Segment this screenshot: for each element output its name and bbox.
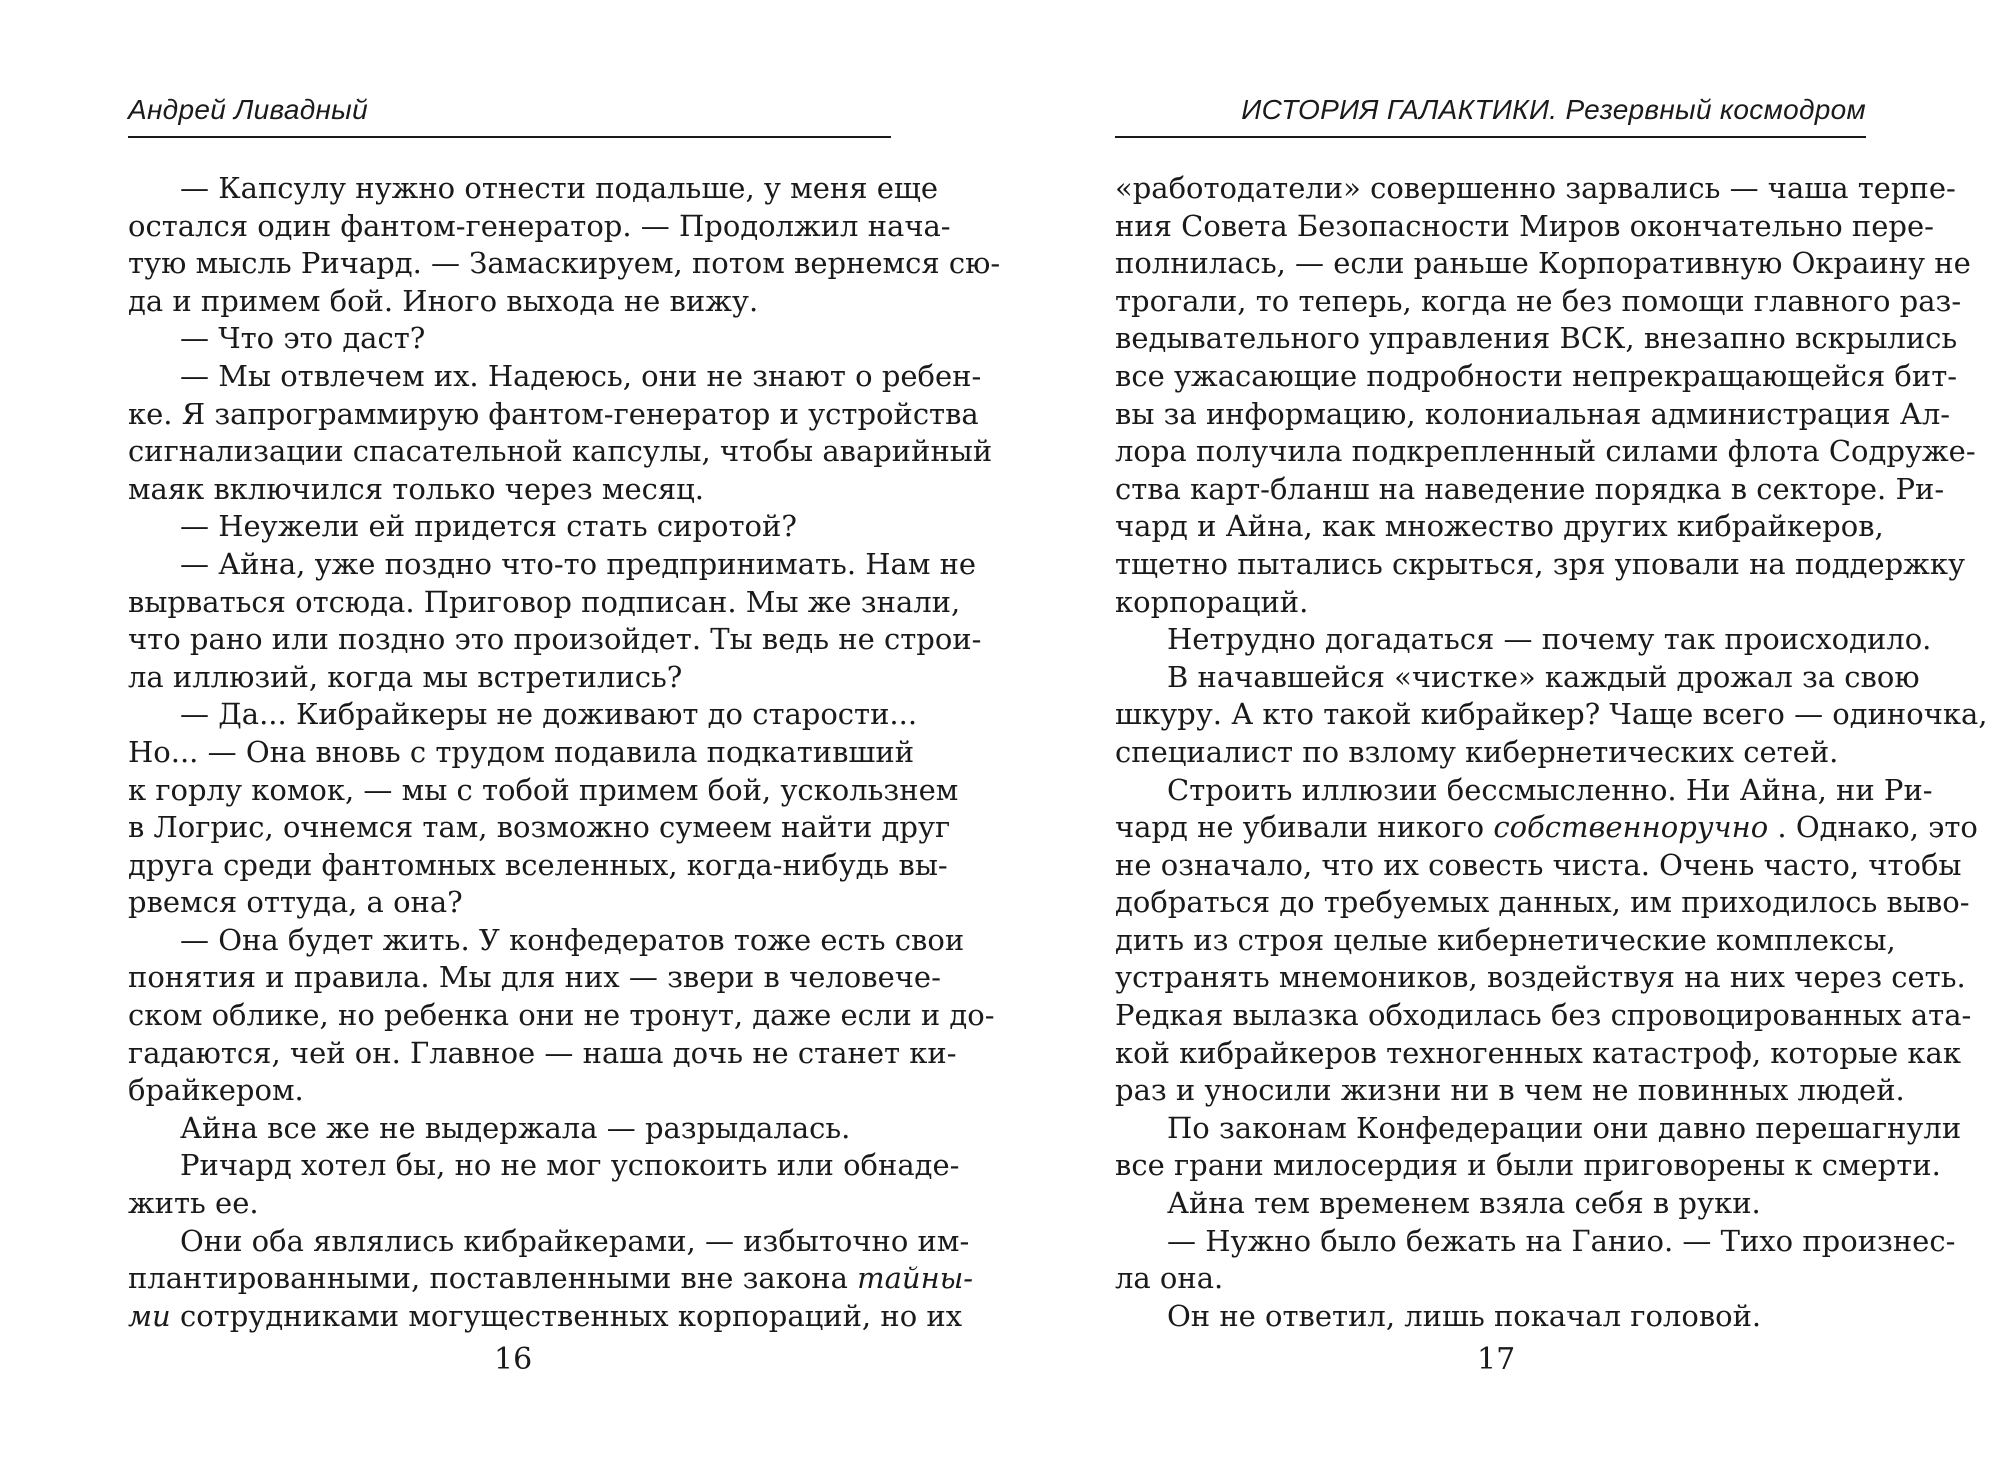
text-line — [1115, 1298, 1866, 1336]
text-span: да и примем бой. Иного выхода не вижу. — [128, 283, 759, 318]
text-line — [1115, 320, 1958, 358]
text-span: Ричард хотел бы, но не мог успокоить или обнаде- — [180, 1148, 960, 1183]
text-line — [128, 245, 1001, 283]
text-line — [128, 508, 891, 546]
text-line — [128, 734, 915, 772]
italic-word: собственноручно — [1493, 810, 1769, 845]
text-line — [1115, 922, 1896, 960]
text-line — [1115, 997, 1972, 1035]
text-span: ла она. — [1115, 1261, 1224, 1296]
text-span: плантированными, поставленными вне закона — [128, 1261, 858, 1296]
page-number: 17 — [1477, 1342, 1516, 1377]
text-span: вы за информацию, колониальная администрация Ал- — [1115, 396, 1951, 431]
text-span: Айна все же не выдержала — разрыдалась. — [180, 1110, 851, 1145]
text-span: не означало, что их совесть чиста. Очень часто, чтобы — [1115, 847, 1962, 882]
text-line — [1115, 584, 1866, 622]
right-page — [1000, 0, 2000, 1459]
text-line — [1115, 508, 1884, 546]
page-number: 16 — [494, 1342, 533, 1377]
text-line — [1115, 809, 1978, 847]
text-span: В начавшейся «чистке» каждый дрожал за свою — [1167, 659, 1920, 694]
text-line — [1115, 959, 1966, 997]
text-span: в Логрис, очнемся там, возможно сумеем найти друг — [128, 810, 951, 845]
text-line — [128, 170, 939, 208]
body-text — [128, 170, 1001, 1335]
text-line — [1115, 884, 1970, 922]
text-span: сигнализации спасательной капсулы, чтобы аварийный — [128, 434, 993, 469]
text-span: сотрудниками могущественных корпораций, но их — [170, 1298, 963, 1333]
text-line — [128, 208, 951, 246]
text-line — [1115, 1110, 1962, 1148]
text-line — [128, 922, 965, 960]
text-span: чард и Айна, как множество других кибрайкеров, — [1115, 509, 1884, 544]
text-span: раз и уносили жизни ни в чем не повинных людей. — [1115, 1073, 1905, 1108]
text-line — [128, 696, 918, 734]
text-span: чард не убивали никого — [1115, 810, 1494, 845]
text-span: шкуру. А кто такой кибрайкер? Чаще всего — одиночка, — [1115, 697, 1988, 732]
body-text — [1115, 170, 1988, 1335]
text-line — [1115, 1223, 1956, 1261]
text-line — [128, 621, 982, 659]
text-span: друга среди фантомных вселенных, когда-нибудь вы- — [128, 847, 948, 882]
header-rule — [128, 136, 891, 138]
text-span: вырваться отсюда. Приговор подписан. Мы же знали, — [128, 584, 961, 619]
text-span: специалист по взлому кибернетических сетей. — [1115, 734, 1839, 769]
text-line — [1115, 396, 1951, 434]
text-line — [1115, 358, 1958, 396]
text-span: ском облике, но ребенка они не тронут, даже если и до- — [128, 998, 995, 1033]
text-span: все ужасающие подробности непрекращающейся бит- — [1115, 358, 1958, 393]
text-span: полнилась, — если раньше Корпоративную Окраину не — [1115, 246, 1971, 281]
text-span: ведывательного управления ВСК, внезапно вскрылись — [1115, 321, 1958, 356]
text-line — [128, 1110, 891, 1148]
running-head-author: Андрей Ливадный — [128, 94, 368, 125]
text-span: добраться до требуемых данных, им приходилось выво- — [1115, 885, 1970, 920]
text-line — [128, 471, 891, 509]
text-line — [1115, 283, 1962, 321]
text-span: ния Совета Безопасности Миров окончательно пере- — [1115, 208, 1934, 243]
text-line — [128, 997, 995, 1035]
text-span: Но... — Она вновь с трудом подавила подкативший — [128, 734, 915, 769]
text-line — [1115, 734, 1866, 772]
text-line — [1115, 471, 1945, 509]
text-span: все грани милосердия и были приговорены к смерти. — [1115, 1148, 1941, 1183]
text-span: устранять мнемоников, воздействуя на них через сеть. — [1115, 960, 1966, 995]
text-span: — Да... Кибрайкеры не доживают до старости... — [180, 697, 918, 732]
text-line — [128, 659, 891, 697]
text-span: «работодатели» совершенно зарвались — чаша терпе- — [1115, 171, 1956, 205]
text-span: кой кибрайкеров техногенных катастроф, которые как — [1115, 1035, 1961, 1070]
text-span: Строить иллюзии бессмысленно. Ни Айна, ни Ри- — [1167, 772, 1933, 807]
running-head-title: ИСТОРИЯ ГАЛАКТИКИ. Резервный космодром — [1241, 94, 1866, 125]
text-span: Он не ответил, лишь покачал головой. — [1167, 1298, 1762, 1333]
text-span: корпораций. — [1115, 584, 1309, 619]
text-line — [1115, 245, 1971, 283]
text-span: понятия и правила. Мы для них — звери в человече- — [128, 960, 941, 995]
text-span: тщетно пытались скрыться, зря уповали на поддержку — [1115, 546, 1966, 581]
text-line — [128, 1185, 891, 1223]
text-span: Они оба являлись кибрайкерами, — избыточно им- — [180, 1223, 970, 1258]
text-line — [128, 546, 977, 584]
text-span: — Она будет жить. У конфедератов тоже есть свои — [180, 922, 965, 957]
text-span: . Однако, это — [1768, 810, 1978, 845]
text-span: — Айна, уже поздно что-то предпринимать. Нам не — [180, 546, 977, 581]
text-line — [128, 959, 941, 997]
text-span: По законам Конфедерации они давно перешагнули — [1167, 1110, 1962, 1145]
text-line — [128, 1147, 960, 1185]
text-line — [1115, 1035, 1961, 1073]
text-span: брайкером. — [128, 1073, 304, 1108]
text-line — [1115, 1072, 1905, 1110]
text-line — [1115, 1185, 1866, 1223]
text-line — [1115, 1147, 1941, 1185]
text-line — [1115, 621, 1932, 659]
text-line — [128, 320, 891, 358]
text-span: — Неужели ей придется стать сиротой? — [180, 509, 797, 544]
text-span: трогали, то теперь, когда не без помощи главного раз- — [1115, 283, 1962, 318]
text-span: что рано или поздно это произойдет. Ты ведь не строи- — [128, 622, 982, 657]
text-span: жить ее. — [128, 1186, 259, 1221]
text-line — [128, 283, 891, 321]
text-line — [128, 1298, 963, 1336]
text-line — [128, 358, 982, 396]
text-line — [128, 1223, 970, 1261]
text-line — [128, 396, 979, 434]
text-line — [1115, 433, 1976, 471]
text-span: рвемся оттуда, а она? — [128, 885, 463, 920]
text-span: лора получила подкрепленный силами флота Содруже- — [1115, 434, 1976, 469]
text-line — [1115, 208, 1934, 246]
text-span: — Нужно было бежать на Ганио. — Тихо произнес- — [1167, 1223, 1956, 1258]
italic-word: тайны- — [857, 1261, 974, 1296]
text-span: гадаются, чей он. Главное — наша дочь не станет ки- — [128, 1035, 957, 1070]
text-span: маяк включился только через месяц. — [128, 471, 705, 506]
text-line — [128, 847, 948, 885]
text-line — [128, 1072, 891, 1110]
text-line — [128, 772, 959, 810]
text-line — [128, 809, 951, 847]
text-span: ке. Я запрограммирую фантом-генератор и устройства — [128, 396, 979, 431]
text-span: дить из строя целые кибернетические комплексы, — [1115, 922, 1896, 957]
text-span: — Мы отвлечем их. Надеюсь, они не знают о ребен- — [180, 358, 982, 393]
text-line — [1115, 1260, 1866, 1298]
text-line — [1115, 546, 1966, 584]
text-line — [1115, 847, 1962, 885]
text-line — [128, 433, 993, 471]
text-line — [1115, 696, 1988, 734]
text-span: остался один фантом-генератор. — Продолжил нача- — [128, 208, 951, 243]
italic-word: ми — [128, 1298, 171, 1333]
text-span: ла иллюзий, когда мы встретились? — [128, 659, 683, 694]
text-span: Айна тем временем взяла себя в руки. — [1167, 1186, 1761, 1221]
text-span: тую мысль Ричард. — Замаскируем, потом вернемся сю- — [128, 246, 1001, 281]
text-line — [1115, 659, 1920, 697]
text-line — [128, 1260, 974, 1298]
text-line — [128, 884, 891, 922]
text-span: — Капсулу нужно отнести подальше, у меня еще — [180, 171, 939, 205]
text-line — [128, 584, 961, 622]
text-span: — Что это даст? — [180, 321, 426, 356]
text-span: ства карт-бланш на наведение порядка в секторе. Ри- — [1115, 471, 1945, 506]
text-line — [1115, 170, 1956, 208]
header-rule — [1115, 136, 1866, 138]
text-line — [128, 1035, 957, 1073]
text-span: Нетрудно догадаться — почему так происходило. — [1167, 622, 1932, 657]
text-line — [1115, 772, 1933, 810]
text-span: к горлу комок, — мы с тобой примем бой, ускользнем — [128, 772, 959, 807]
text-span: Редкая вылазка обходилась без спровоцированных ата- — [1115, 998, 1972, 1033]
